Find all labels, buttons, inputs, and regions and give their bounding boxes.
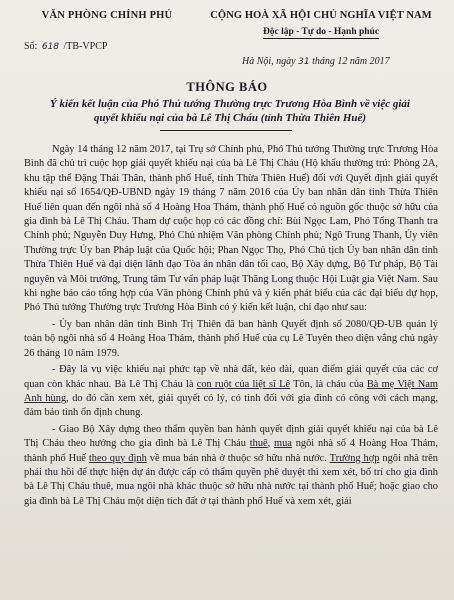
document-body [24, 143, 438, 511]
p3-underlined-2: Bà mẹ Việt Nam Anh hùng [24, 378, 438, 404]
day-handwritten: 31 [298, 57, 310, 67]
paragraph-4 [24, 423, 438, 509]
doc-no-suffix: /TB-VPCP [63, 41, 108, 52]
doc-no-handwritten: 618 [41, 42, 60, 52]
header-left [22, 10, 192, 21]
national-title: CỘNG HOÀ XÃ HỘI CHỦ NGHĨA VIỆT NAM [210, 10, 432, 21]
paragraph-2: - Ủy ban nhân dân tỉnh Bình Trị Thiên đã ban hành Quyết định số 2080/QĐ-UB quản lý toàn bộ ngôi nhà số 4 Hoàng Hoa Thám, thành phố Huế của cụ Lê Tuyên theo diện vắng chủ ngày 26 tháng 10 năm 1979. [24, 318, 438, 359]
p3-text-c: , do đó cần xem xét, giải quyết có lý, có tình đối với gia đình có công với cách mạng, đảm bảo tình ổn định chung. [24, 392, 438, 419]
paragraph-1: Ngày 14 tháng 12 năm 2017, tại Trụ sở Chính phủ, Phó Thủ tướng Thường trực Trương Hòa Bình đã chủ trì cuộc họp giải quyết khiếu nại của bà Lê Thị Cháu (Hộ khẩu thường trú: Phòng 2A, khu tập thể Đặng Thái Thân, thành phố Huế, tỉnh Thừa Thiên Huế) đối với Quyết định giải quyết khiếu nại số 1654/QĐ-UBND ngày 19 tháng 7 năm 2016 của Ủy ban nhân dân tỉnh Thừa Thiên Huế liên quan đến ngôi nhà số 4 Hoàng Hoa Thám, thành phố Huế có nguồn gốc thuộc sở hữu của gia đình bà Lê Thị Cháu. Tham dự cuộc họp có các đồng chí: Bùi Ngọc Lam, Phó Tổng Thanh tra Chính phủ; Nguyễn Duy Hưng, Phó Chủ nhiệm Văn phòng Chính phủ; Ngô Trung Thanh, Ủy viên Thường trực Ủy ban Pháp luật của Quốc hội; Phan Ngọc Thọ, Phó Chủ tịch Ủy ban nhân dân tỉnh Thừa Thiên Huế và đại diện lãnh đạo Tòa án nhân dân tối cao, Bộ Xây dựng, Bộ Tư pháp, Bộ Tài nguyên và Môi trường, Trung tâm Tư vấn pháp luật Thăng Long thuộc Hội Luật gia Việt Nam. Sau khi nghe báo cáo tổng hợp của Văn phòng Chính phủ và ý kiến phát biểu của các đại biểu dự họp, Phó Thủ tướng Thường trực Trương Hòa Bình có ý kiến kết luận, chỉ đạo như sau: [24, 144, 438, 314]
document-number [24, 41, 107, 52]
p4-text-b: , [267, 438, 275, 450]
p4-text-d: về mua bán nhà ở thuộc sở hữu nhà nước. [146, 452, 330, 464]
paragraph-3 [24, 363, 438, 421]
p3-text-a: - Đây là vụ việc khiếu nại phức tạp về nhà đất, kéo dài, quan điểm giải quyết của các cơ quan còn khác nhau. Bà Lê Thị Cháu là [24, 364, 438, 390]
p4-underlined-3: theo quy định [88, 452, 147, 464]
p4-underlined-4: Trường hợp [329, 452, 380, 464]
month-year: tháng 12 năm 2017 [312, 56, 390, 67]
p4-text-c: ngôi nhà số 4 Hoàng Hoa Thám, thành phố Huế [24, 438, 438, 464]
doc-no-label: Số: [24, 41, 38, 52]
place-date [242, 56, 390, 67]
p4-text-a: - Giao Bộ Xây dựng theo thẩm quyền ban hành quyết định giải quyết khiếu nại của bà Lê Thị Cháu theo hướng cho gia đình bà Lê Thị Cháu [24, 423, 438, 450]
issuing-agency: VĂN PHÒNG CHÍNH PHỦ [41, 10, 173, 21]
subtitle-divider [160, 130, 292, 131]
p3-text-b: Tôn, là cháu của [290, 378, 367, 390]
p4-underlined-2: mua [274, 438, 292, 450]
header-right [196, 10, 446, 39]
document-subtitle: Ý kiến kết luận của Phó Thủ tướng Thường trực Trương Hòa Bình về việc giải quyết khiếu nại của bà Lê Thị Cháu (tỉnh Thừa Thiên Huế) [50, 98, 410, 124]
document-title: THÔNG BÁO [186, 80, 268, 94]
national-motto: Độc lập - Tự do - Hạnh phúc [262, 27, 380, 37]
place: Hà Nội, ngày [242, 56, 296, 67]
p3-underlined-1: con ruột của liệt sĩ Lê [196, 378, 291, 390]
p4-text-e: ngôi nhà trên phải thu hồi để thực hiện dự án được cấp có thẩm quyền phê duyệt thì xem xét, bố trí cho gia đình bà Lê Thị Cháu thuê, mua ngôi nhà khác thuộc sở hữu nhà nước tại thành phố Huế; hoặc giao cho gia đình bà Lê Thị Cháu một diện tích đất ở tại thành phố Huế và xem xét, giải [24, 452, 438, 507]
p4-underlined-1: thuê [249, 438, 268, 450]
